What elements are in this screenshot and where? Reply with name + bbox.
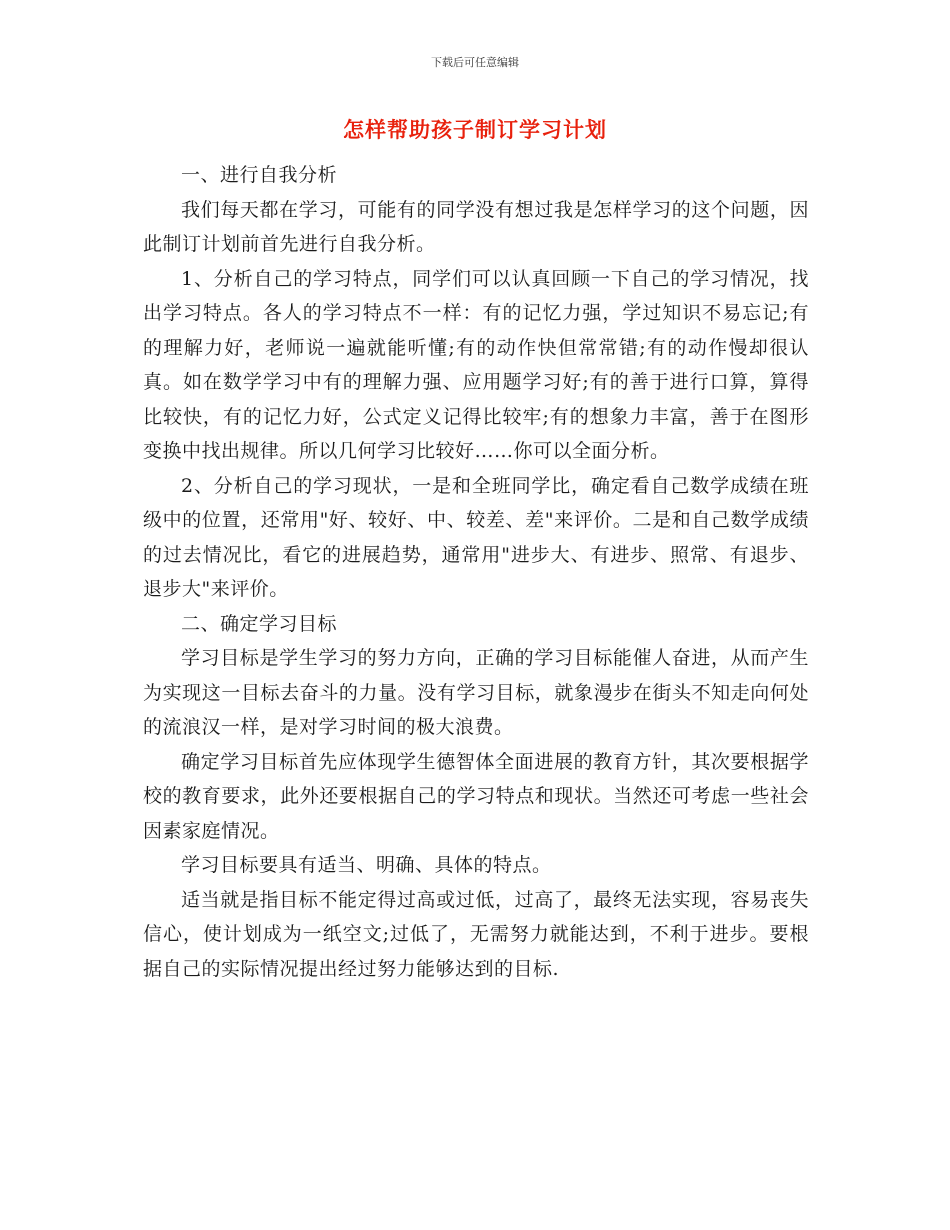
paragraph: 2、分析自己的学习现状，一是和全班同学比，确定看自己数学成绩在班级中的位置，还常用"好、较好、中、较差、差"来评价。二是和自己数学成绩的过去情况比，看它的进展趋势，通常用"进步大、有进步、照常、有退步、退步大"来评价。 — [143, 474, 809, 600]
header-note: 下载后可任意编辑 — [431, 56, 519, 69]
document-title: 怎样帮助孩子制订学习计划 — [343, 118, 607, 142]
paragraph: 我们每天都在学习，可能有的同学没有想过我是怎样学习的这个问题，因此制订计划前首先进行自我分析。 — [143, 198, 809, 255]
paragraph: 适当就是指目标不能定得过高或过低，过高了，最终无法实现，容易丧失信心，使计划成为一纸空文;过低了，无需努力就能达到，不利于进步。要根据自己的实际情况提出经过努力能够达到的目标. — [143, 888, 809, 980]
section-heading-2: 二、确定学习目标 — [181, 612, 338, 635]
section-heading-1: 一、进行自我分析 — [181, 164, 338, 186]
paragraph: 确定学习目标首先应体现学生德智体全面进展的教育方针，其次要根据学校的教育要求，此外还要根据自己的学习特点和现状。当然还可考虑一些社会因素家庭情况。 — [143, 750, 809, 842]
paragraph: 学习目标是学生学习的努力方向，正确的学习目标能催人奋进，从而产生为实现这一目标去奋斗的力量。没有学习目标，就象漫步在街头不知走向何处的流浪汉一样，是对学习时间的极大浪费。 — [143, 647, 809, 738]
paragraph: 学习目标要具有适当、明确、具体的特点。 — [181, 854, 552, 876]
paragraph: 1、分析自己的学习特点，同学们可以认真回顾一下自己的学习情况，找出学习特点。各人的学习特点不一样：有的记忆力强，学过知识不易忘记;有的理解力好，老师说一遍就能听懂;有的动作快但常常错;有的动作慢却很认真。如在数学学习中有的理解力强、应用题学习好;有的善于进行口算，算得比较快，有的记忆力好，公式定义记得比较牢;有的想象力丰富，善于在图形变换中找出规律。所以几何学习比较好……你可以全面分析。 — [143, 267, 809, 462]
document-body — [143, 158, 809, 986]
